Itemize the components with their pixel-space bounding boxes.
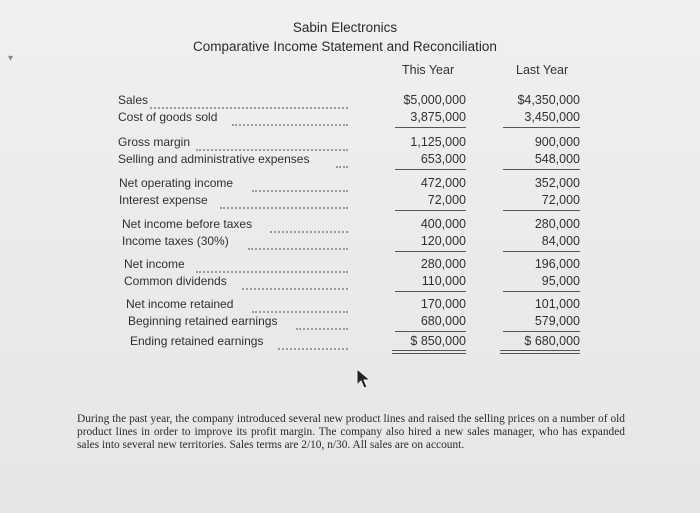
row-label: Cost of goods sold [118,110,218,124]
row-label: Net income before taxes [122,217,253,231]
leader-dots [196,268,348,273]
value-last-year: 101,000 [534,297,580,311]
subtotal-line-last-year [503,210,580,211]
leader-dots [196,146,348,151]
statement-row-selling-admin [0,152,700,168]
subtotal-line-this-year [395,291,466,292]
value-this-year: 170,000 [420,297,466,311]
row-label: Net income retained [126,297,234,311]
statement-row-net-income [0,257,700,273]
row-label: Common dividends [124,274,227,288]
leader-dots [150,104,348,109]
leader-dots [270,228,348,233]
margin-mark: ▾ [8,53,14,64]
value-this-year: 72,000 [427,193,466,207]
statement-row-sales [0,93,700,109]
leader-dots [220,204,348,209]
statement-title: Comparative Income Statement and Reconciliation [193,39,497,54]
value-last-year: 84,000 [541,234,580,248]
row-label: Net operating income [119,176,234,190]
statement-row-income-taxes [0,234,700,250]
statement-row-gross-margin [0,135,700,151]
value-this-year: 110,000 [421,274,466,288]
value-this-year: $ 850,000 [410,334,466,348]
value-this-year: 3,875,000 [410,110,466,124]
leader-dots [232,121,348,126]
value-this-year: 400,000 [420,217,466,231]
mouse-pointer-icon [356,368,374,390]
value-last-year: 72,000 [541,193,580,207]
row-label: Beginning retained earnings [128,314,278,328]
subtotal-line-last-year [503,331,580,332]
value-this-year: 280,000 [420,257,466,271]
value-last-year: 95,000 [541,274,580,288]
subtotal-line-this-year [395,251,466,252]
subtotal-line-this-year [395,331,466,332]
leader-dots [278,345,348,350]
row-label: Net income [124,257,185,271]
leader-dots [296,325,348,330]
value-last-year: 900,000 [534,135,580,149]
value-this-year: 1,125,000 [410,135,466,149]
row-label: Sales [118,93,149,107]
statement-row-cogs [0,110,700,126]
subtotal-line-this-year [395,169,466,170]
statement-row-common-dividends [0,274,700,290]
value-last-year: $4,350,000 [517,93,580,107]
leader-dots [252,308,348,313]
value-last-year: 352,000 [534,176,580,190]
value-last-year: 579,000 [534,314,580,328]
leader-dots [252,187,348,192]
value-last-year: 548,000 [534,152,580,166]
leader-dots [242,285,348,290]
subtotal-line-this-year [395,210,466,211]
subtotal-line-this-year [395,127,466,128]
statement-row-ending-retained-earnings [0,334,700,350]
column-header-this-year: This Year [402,63,455,77]
leader-dots [248,245,348,250]
value-this-year: 472,000 [420,176,466,190]
statement-row-income-before-taxes [0,217,700,233]
statement-row-net-operating-income [0,176,700,192]
total-double-line-this-year [392,350,466,354]
value-this-year: 653,000 [420,152,466,166]
value-this-year: $5,000,000 [403,93,466,107]
value-this-year: 120,000 [420,234,466,248]
column-header-last-year: Last Year [516,63,569,77]
subtotal-line-last-year [503,169,580,170]
leader-dots [336,163,348,168]
total-double-line-last-year [500,350,580,354]
row-label: Gross margin [118,135,191,149]
subtotal-line-last-year [503,127,580,128]
company-name: Sabin Electronics [292,20,398,35]
subtotal-line-last-year [503,251,580,252]
row-label: Ending retained earnings [130,334,264,348]
value-last-year: 196,000 [534,257,580,271]
value-last-year: 280,000 [534,217,580,231]
statement-row-interest-expense [0,193,700,209]
row-label: Selling and administrative expenses [118,152,310,166]
problem-description: During the past year, the company introduced several new product lines and raised the selling prices on a number of old product lines in order to improve its profit margin. The company also hired a new sales manager, who has expanded sales into several new territories. Sales terms are 2/10, n/30. All sales are on account. [77,413,625,451]
value-this-year: 680,000 [420,314,466,328]
subtotal-line-last-year [503,291,580,292]
statement-row-beginning-retained-earnings [0,314,700,330]
row-label: Income taxes (30%) [122,234,229,248]
value-last-year: $ 680,000 [524,334,580,348]
value-last-year: 3,450,000 [524,110,580,124]
row-label: Interest expense [119,193,208,207]
statement-row-net-income-retained [0,297,700,313]
